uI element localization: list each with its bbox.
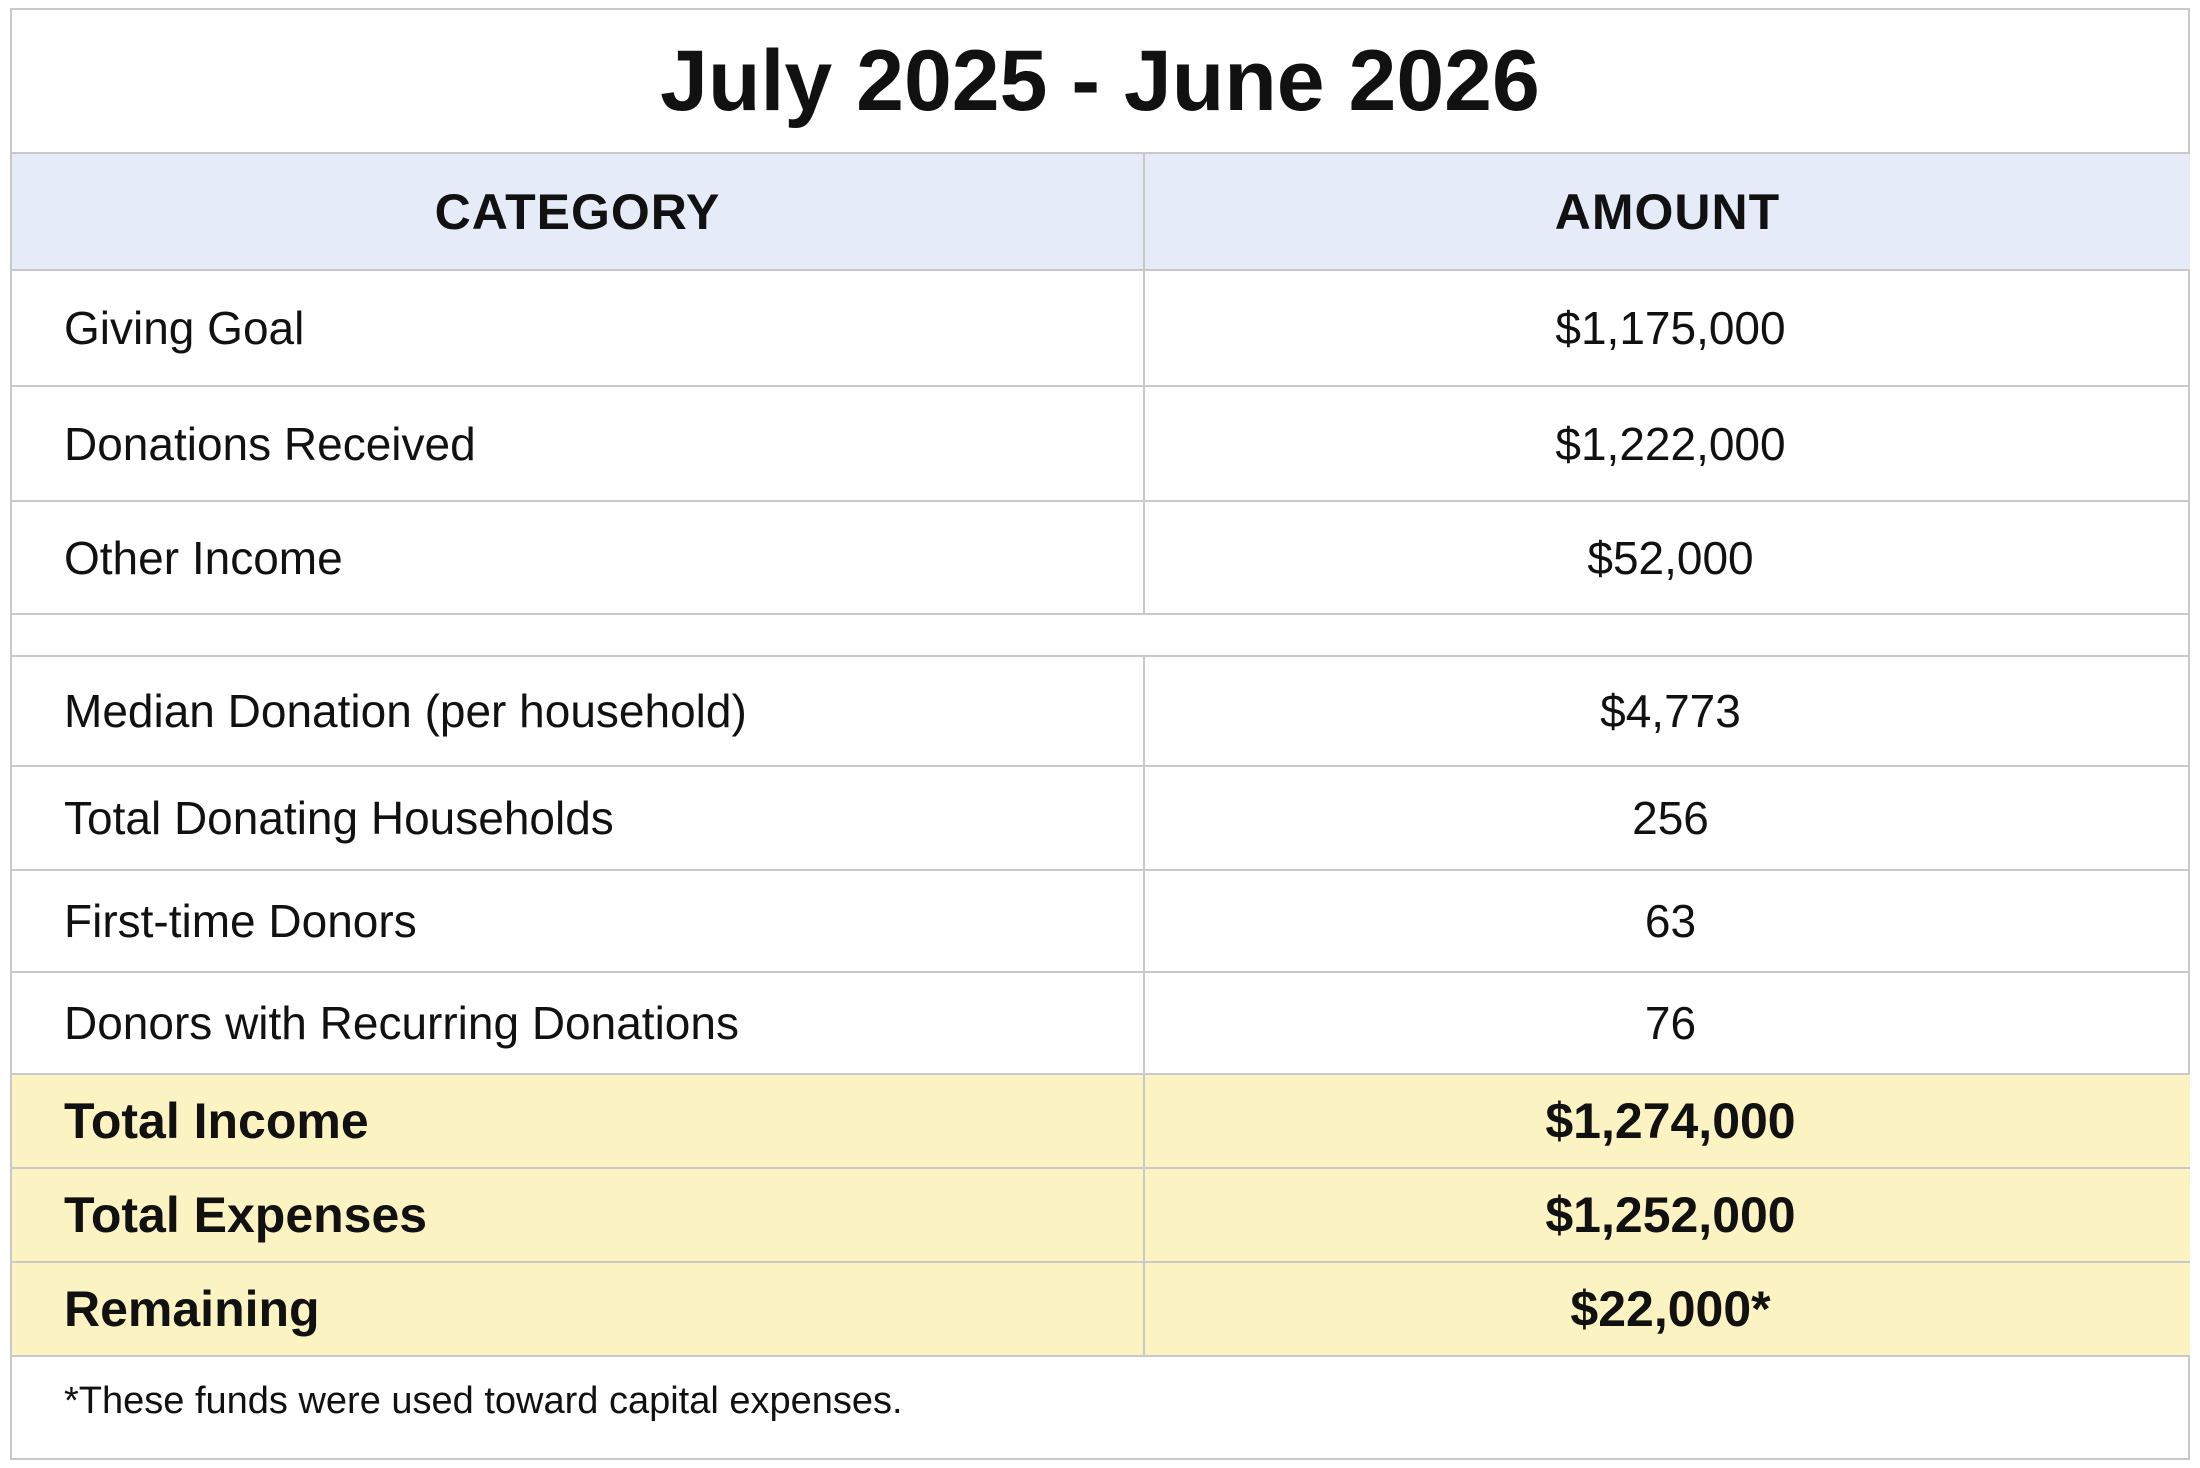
row-amount: 76 [1144, 972, 2190, 1074]
table-row [12, 766, 2190, 870]
row-amount: 63 [1144, 870, 2190, 972]
summary-table [12, 154, 2190, 1357]
spacer-row [12, 614, 2190, 656]
remaining-row [12, 1262, 2190, 1356]
financial-summary-sheet [10, 8, 2190, 1460]
row-category: Donors with Recurring Donations [12, 972, 1144, 1074]
row-amount: $1,175,000 [1144, 270, 2190, 386]
table-row [12, 386, 2190, 501]
total-income-row [12, 1074, 2190, 1168]
row-amount: $1,222,000 [1144, 386, 2190, 501]
total-expenses-row [12, 1168, 2190, 1262]
row-category: Giving Goal [12, 270, 1144, 386]
total-amount: $22,000* [1144, 1262, 2190, 1356]
row-category: Other Income [12, 501, 1144, 614]
table-row [12, 972, 2190, 1074]
total-category: Total Income [12, 1074, 1144, 1168]
table-row [12, 270, 2190, 386]
row-amount: $52,000 [1144, 501, 2190, 614]
column-header-category: CATEGORY [12, 154, 1144, 270]
row-category: First-time Donors [12, 870, 1144, 972]
row-amount: 256 [1144, 766, 2190, 870]
row-category: Total Donating Households [12, 766, 1144, 870]
table-row [12, 501, 2190, 614]
spacer-cell [12, 614, 2190, 656]
total-amount: $1,274,000 [1144, 1074, 2190, 1168]
column-header-amount: AMOUNT [1144, 154, 2190, 270]
row-category: Median Donation (per household) [12, 656, 1144, 766]
table-row [12, 870, 2190, 972]
total-category: Remaining [12, 1262, 1144, 1356]
total-amount: $1,252,000 [1144, 1168, 2190, 1262]
table-row [12, 656, 2190, 766]
footnote: *These funds were used toward capital expenses. [64, 1379, 903, 1422]
table-header-row [12, 154, 2190, 270]
total-category: Total Expenses [12, 1168, 1144, 1262]
row-amount: $4,773 [1144, 656, 2190, 766]
page-title: July 2025 - June 2026 [12, 10, 2188, 154]
row-category: Donations Received [12, 386, 1144, 501]
